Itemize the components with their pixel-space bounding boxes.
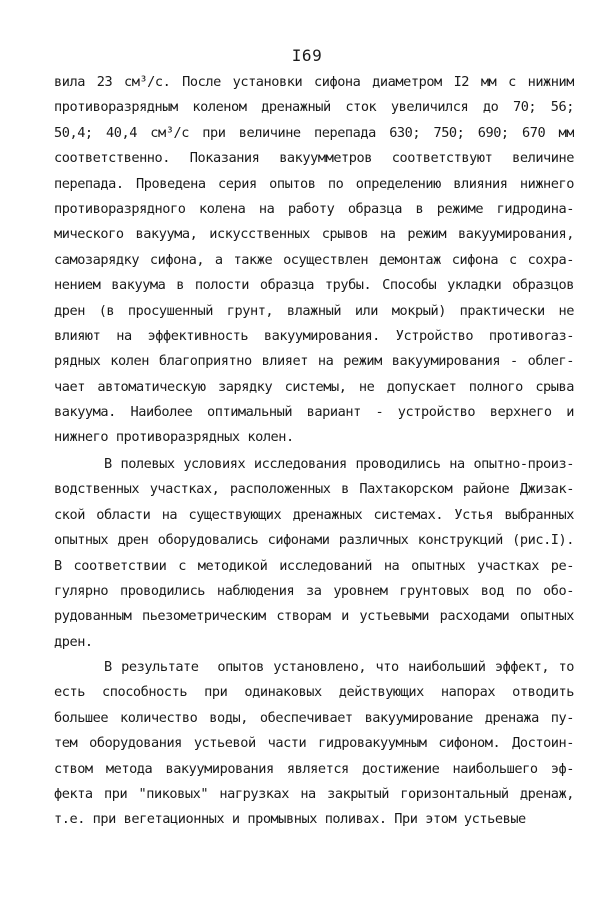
- text-line: рядных колен благоприятно влияет на режим вакуумирования - облег-: [54, 353, 574, 370]
- text-line: самозарядку сифона, а также осуществлен демонтаж сифона с сохра-: [54, 251, 574, 268]
- text-line: 50,4; 40,4 см³/с при величине перепада 630; 750; 690; 670 мм: [54, 124, 574, 141]
- text-line: вила 23 см³/с. После установки сифона диаметром I2 мм с нижним: [54, 74, 574, 90]
- text-line: В соответствии с методикой исследований на опытных участках ре-: [54, 557, 574, 574]
- text-line: противоразрядного колена на работу образца в режиме гидродина-: [54, 200, 574, 217]
- text-line: влияют на эффективность вакуумирования. Устройство противоraз-: [54, 327, 574, 344]
- paragraph-2: [54, 452, 574, 655]
- page-number: I69: [291, 46, 323, 65]
- text-line: опытных дрен оборудовались сифонами различных конструкций (рис.I).: [54, 532, 574, 549]
- text-line: тем оборудования устьевой части гидровакуумным сифоном. Достоин-: [54, 735, 574, 752]
- text-line: В полевых условиях исследования проводились на опытно-произ-: [104, 456, 574, 472]
- text-line: ской области на существующих дренажных системах. Устья выбранных: [54, 506, 574, 523]
- text-line: рудованным пьезометрическим створам и устьевыми расходами опытных: [54, 608, 574, 625]
- text-line: водственных участках, расположенных в Пахтакорском районе Джизак-: [54, 481, 574, 498]
- text-line: мического вакуума, искусственных срывов на режим вакуумирования,: [54, 226, 574, 243]
- text-line: большее количество воды, обеспечивает вакуумирование дренажа пу-: [54, 709, 574, 726]
- text-line: В результате опытов установлено, что наибольший эффект, то: [104, 659, 574, 675]
- text-line: нижнего противоразрядных колен.: [54, 429, 294, 446]
- text-line: перепада. Проведена серия опытов по определению влияния нижнего: [54, 175, 574, 192]
- text-line: противоразрядным коленом дренажный сток увеличился до 70; 56;: [54, 99, 574, 116]
- text-line: гулярно проводились наблюдения за уровнем грунтовых вод по обо-: [54, 582, 574, 599]
- text-line: т.е. при вегетационных и промывных поливах. При этом устьевые: [54, 811, 526, 828]
- text-line: есть способность при одинаковых действующих напорах отводить: [54, 684, 574, 701]
- text-line: чает автоматическую зарядку системы, не допускает полного срыва: [54, 378, 574, 395]
- paragraph-1: [54, 70, 574, 451]
- text-line: фекта при "пиковых" нагрузках на закрытый горизонтальный дренаж,: [54, 785, 574, 802]
- text-line: ством метода вакуумирования является достижение наибольшего эф-: [54, 760, 574, 777]
- text-line: дрен.: [54, 633, 93, 650]
- text-line: нением вакуума в полости образца трубы. Способы укладки образцов: [54, 277, 574, 294]
- paragraph-3: [54, 655, 574, 833]
- text-line: дрен (в просушенный грунт, влажный или мокрый) практически не: [54, 302, 574, 319]
- text-line: соответственно. Показания вакуумметров соответствуют величине: [54, 150, 574, 167]
- text-line: вакуума. Наиболее оптимальный вариант - устройство верхнего и: [54, 404, 574, 421]
